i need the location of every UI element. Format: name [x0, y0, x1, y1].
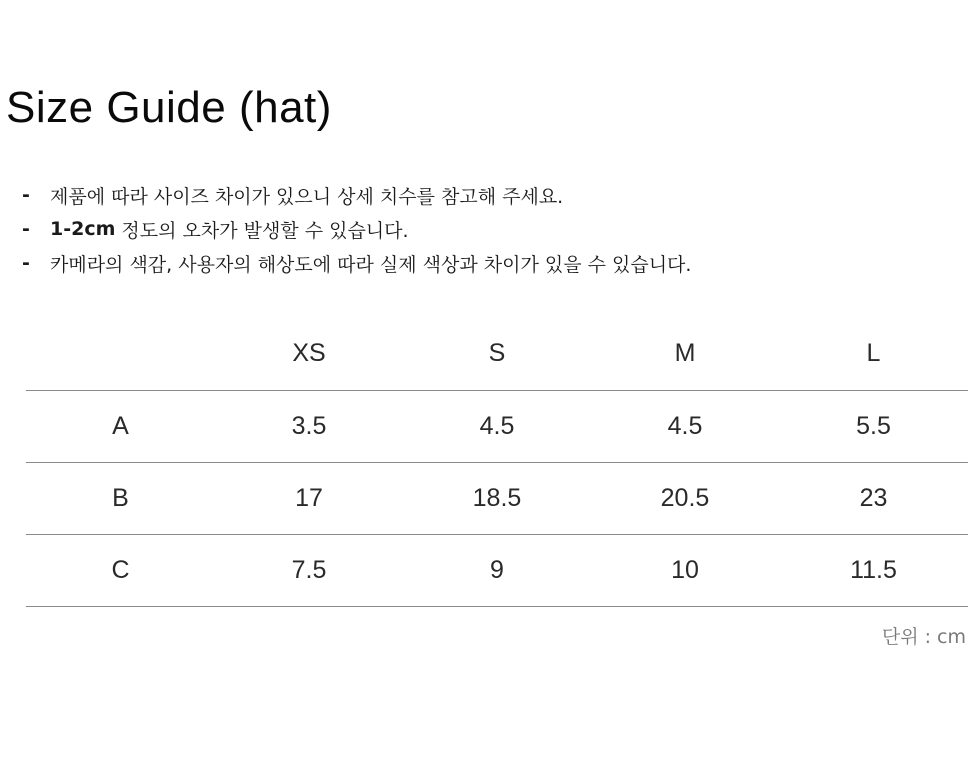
- note-bullet: -: [22, 252, 30, 274]
- page-title: Size Guide (hat): [6, 83, 332, 132]
- table-cell: 18.5: [403, 462, 591, 534]
- row-label: B: [26, 462, 215, 534]
- notes-list: [22, 178, 691, 280]
- table-cell: 11.5: [779, 534, 968, 606]
- column-header-s: S: [403, 318, 591, 390]
- note-item: [22, 212, 691, 246]
- table-cell: 7.5: [215, 534, 403, 606]
- row-label: C: [26, 534, 215, 606]
- table-cell: 4.5: [403, 390, 591, 462]
- table-cell: 23: [779, 462, 968, 534]
- table-cell: 4.5: [591, 390, 779, 462]
- note-text: 제품에 따라 사이즈 차이가 있으니 상세 치수를 참고해 주세요.: [50, 185, 564, 208]
- note-bullet: -: [22, 218, 30, 240]
- table-header-row: [26, 318, 968, 390]
- note-bullet: -: [22, 184, 30, 206]
- column-header-xs: XS: [215, 318, 403, 390]
- table-row: [26, 462, 968, 534]
- row-label: A: [26, 390, 215, 462]
- table-row: [26, 534, 968, 606]
- table-corner-cell: [26, 318, 215, 390]
- table-cell: 3.5: [215, 390, 403, 462]
- size-table: [26, 318, 968, 607]
- note-text: 정도의 오차가 발생할 수 있습니다.: [121, 219, 409, 242]
- table-cell: 5.5: [779, 390, 968, 462]
- table-cell: 9: [403, 534, 591, 606]
- note-text: 카메라의 색감, 사용자의 해상도에 따라 실제 색상과 차이가 있을 수 있습니다.: [50, 253, 692, 276]
- table-row: [26, 390, 968, 462]
- note-item: [22, 178, 691, 212]
- column-header-l: L: [779, 318, 968, 390]
- table-cell: 20.5: [591, 462, 779, 534]
- table-cell: 10: [591, 534, 779, 606]
- note-item: [22, 246, 691, 280]
- column-header-m: M: [591, 318, 779, 390]
- unit-note: 단위 : cm: [881, 626, 966, 648]
- table-cell: 17: [215, 462, 403, 534]
- note-prefix: 1-2cm: [50, 218, 116, 240]
